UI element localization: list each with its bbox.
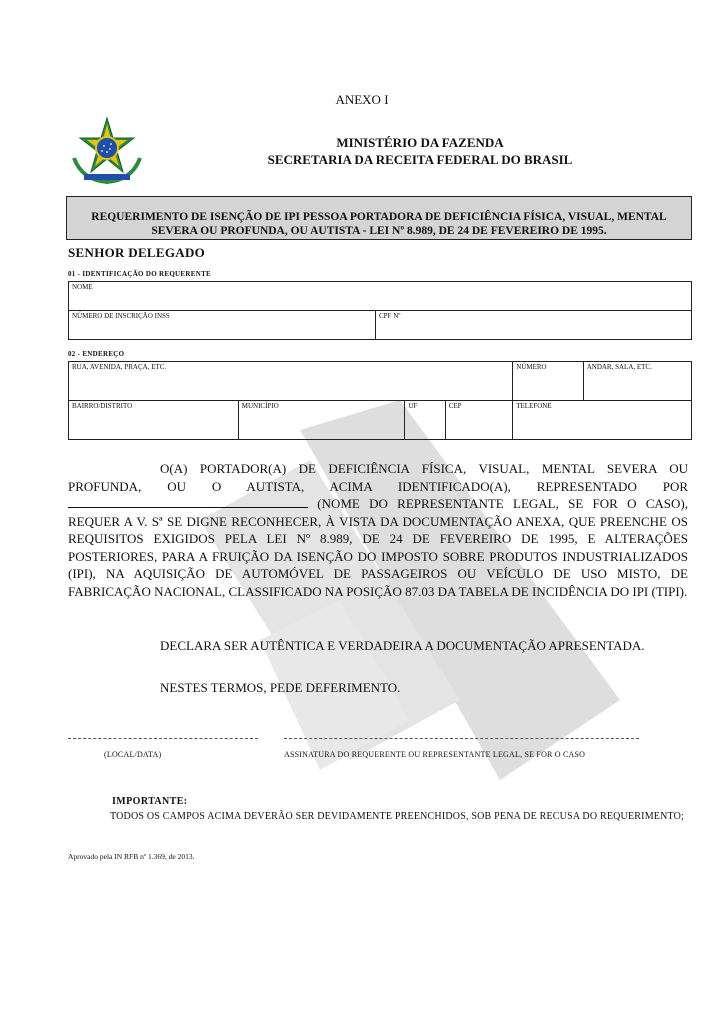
inss-field-label: NÚMERO DE INSCRIÇÃO INSS [72, 312, 170, 320]
street-field[interactable] [69, 362, 513, 401]
phone-field[interactable] [513, 401, 692, 440]
district-field-label: BAIRRO/DISTRITO [72, 402, 133, 410]
signature-label: ASSINATURA DO REQUERENTE OU REPRESENTANTE LEGAL, SE FOR O CASO [284, 750, 586, 759]
important-heading: IMPORTANTE: [112, 796, 188, 807]
number-field-label: NÚMERO [516, 363, 547, 371]
salutation: SENHOR DELEGADO [68, 245, 206, 260]
local-date-label: (LOCAL/DATA) [104, 750, 162, 759]
inss-field[interactable] [69, 311, 376, 340]
request-body: REQUER A V. Sª SE DIGNE RECONHECER, À VISTA DA DOCUMENTAÇÃO ANEXA, QUE PREENCHE OS REQUISITOS EXIGIDOS PELA LEI Nº 8.989, DE 24 DE FEVEREIRO DE 1995, E ALTERAÇÕES POSTERIORES, PARA A FRUIÇÃO DA ISENÇÃO DO IMPOSTO SOBRE PRODUTOS INDUSTRIALIZADOS (IPI), NA AQUISIÇÃO DE AUTOMÓVEL DE PASSAGEIROS OU VEÍCULO DE USO MISTO, DE FABRICAÇÃO NACIONAL, CLASSIFICADO NA POSIÇÃO 87.03 DA TABELA DE INCIDÊNCIA DO IPI (TIPI). [68, 513, 688, 599]
signature-line[interactable] [284, 738, 639, 739]
representative-note: (NOME DO REPRESENTANTE LEGAL, SE FOR O CASO), [317, 496, 689, 511]
representative-name-blank[interactable] [68, 497, 308, 508]
city-field-label: MUNICÍPIO [241, 402, 279, 410]
state-field-label: UF [408, 402, 418, 410]
identification-table [68, 281, 692, 340]
ministry-name: MINISTÉRIO DA FAZENDA [336, 135, 504, 150]
phone-field-label: TELEFONE [516, 402, 552, 410]
important-note: TODOS OS CAMPOS ACIMA DEVERÃO SER DEVIDAMENTE PREENCHIDOS, SOB PENA DE RECUSA DO REQUERIMENTO; [110, 811, 685, 822]
annex-title: ANEXO I [335, 92, 389, 107]
name-field-label: NOME [72, 283, 93, 291]
floor-field-label: ANDAR, SALA, ETC. [586, 363, 652, 371]
section-1-label: 01 - IDENTIFICAÇÃO DO REQUERENTE [68, 270, 212, 278]
closing-request: NESTES TERMOS, PEDE DEFERIMENTO. [160, 680, 401, 695]
zip-field-label: CEP [448, 402, 462, 410]
floor-field[interactable] [583, 362, 691, 401]
section-2-label: 02 - ENDEREÇO [68, 350, 125, 358]
banner-line-1: REQUERIMENTO DE ISENÇÃO DE IPI PESSOA PORTADORA DE DEFICIÊNCIA FÍSICA, VISUAL, MENTAL [91, 211, 667, 223]
city-field[interactable] [238, 401, 405, 440]
address-table [68, 361, 692, 440]
banner-line-2: SEVERA OU PROFUNDA, OU AUTISTA - LEI Nº 8.989, DE 24 DE FEVEREIRO DE 1995. [151, 225, 607, 237]
ministry-heading [250, 134, 590, 168]
cpf-field[interactable] [376, 311, 692, 340]
number-field[interactable] [513, 362, 583, 401]
approval-footnote: Aprovado pela IN RFB nº 1.369, de 2013. [68, 852, 195, 861]
state-field[interactable] [405, 401, 445, 440]
request-intro: O(A) PORTADOR(A) DE DEFICIÊNCIA FÍSICA, VISUAL, MENTAL SEVERA OU PROFUNDA, OU O AUTISTA, ACIMA IDENTIFICADO(A), REPRESENTADO POR [68, 461, 688, 494]
street-field-label: RUA, AVENIDA, PRAÇA, ETC. [72, 363, 167, 371]
declaration-text: DECLARA SER AUTÊNTICA E VERDADEIRA A DOCUMENTAÇÃO APRESENTADA. [160, 638, 645, 653]
district-field[interactable] [69, 401, 239, 440]
request-paragraph [68, 460, 688, 600]
name-field[interactable] [69, 282, 692, 311]
form-title-banner [66, 196, 692, 240]
cpf-field-label: CPF Nº [379, 312, 401, 320]
brazil-coat-of-arms-icon [68, 114, 146, 186]
declaration [68, 637, 688, 655]
zip-field[interactable] [445, 401, 513, 440]
secretariat-name: SECRETARIA DA RECEITA FEDERAL DO BRASIL [267, 152, 573, 167]
local-date-line[interactable] [68, 738, 258, 739]
